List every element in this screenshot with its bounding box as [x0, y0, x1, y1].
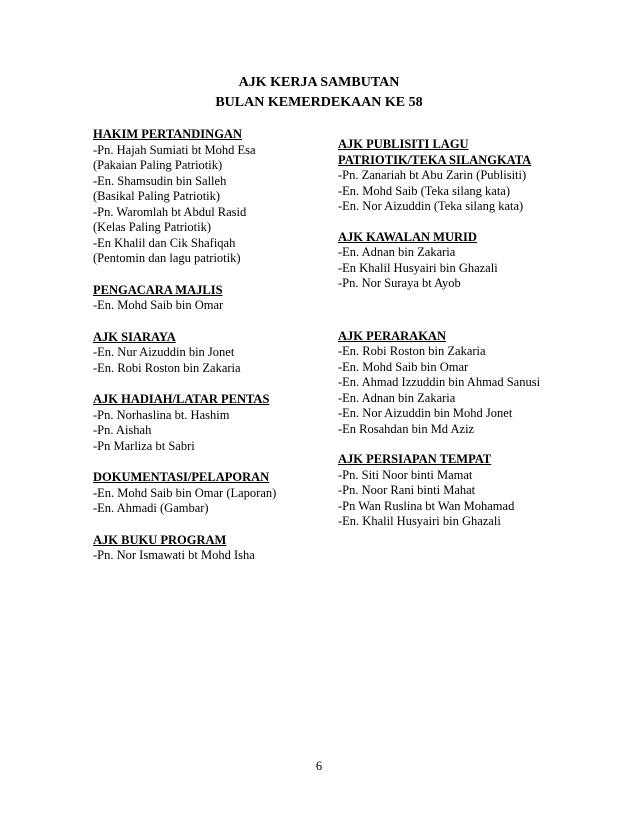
list-item: -Pn Marliza bt Sabri	[93, 438, 195, 453]
list-item: -Pn. Siti Noor binti Mamat	[338, 467, 473, 482]
list-item: -En. Khalil Husyairi bin Ghazali	[338, 514, 501, 528]
section-ajk-siaraya	[93, 330, 333, 377]
section-persiapan-tempat	[338, 452, 608, 530]
section-heading: AJK PERARAKAN	[338, 328, 446, 343]
section-publisiti	[338, 137, 608, 215]
list-item: -Pn. Waromlah bt Abdul Rasid	[93, 204, 247, 219]
list-item: -En. Robi Roston bin Zakaria	[338, 344, 486, 358]
section-heading: AJK KAWALAN MURID	[338, 229, 477, 244]
list-item: -En. Mohd Saib bin Omar	[338, 359, 469, 374]
section-heading: AJK HADIAH/LATAR PENTAS	[93, 392, 270, 406]
title-line-2: BULAN KEMERDEKAAN KE 58	[215, 95, 423, 110]
list-item: -En. Adnan bin Zakaria	[338, 390, 456, 405]
section-heading: DOKUMENTASI/PELAPORAN	[93, 470, 270, 484]
list-item: -En. Mohd Saib bin Omar (Laporan)	[93, 485, 277, 500]
list-item: -En. Nur Aizuddin bin Jonet	[93, 345, 235, 359]
list-item: -En Khalil Husyairi bin Ghazali	[338, 260, 498, 275]
list-item: -En. Nor Aizuddin (Teka silang kata)	[338, 199, 524, 213]
spacer	[338, 307, 608, 329]
page-title	[0, 73, 638, 113]
list-item: -En Khalil dan Cik Shafiqah	[93, 235, 236, 250]
section-hakim-pertandingan	[93, 127, 333, 267]
list-item: -En. Ahmad Izzuddin bin Ahmad Sanusi	[338, 375, 541, 389]
section-perarakan	[338, 329, 608, 438]
section-ajk-hadiah	[93, 392, 333, 454]
list-item: -Pn. Nor Ismawati bt Mohd Isha	[93, 548, 255, 562]
section-heading: AJK SIARAYA	[93, 329, 176, 344]
title-line-1: AJK KERJA SAMBUTAN	[238, 75, 400, 90]
list-item: (Basikal Paling Patriotik)	[93, 189, 221, 203]
section-heading: AJK PERSIAPAN TEMPAT	[338, 452, 492, 466]
list-item: -Pn. Aishah	[93, 423, 152, 437]
section-dokumentasi	[93, 470, 333, 517]
list-item: -Pn. Hajah Sumiati bt Mohd Esa	[93, 142, 256, 157]
section-pengacara-majlis	[93, 283, 333, 314]
list-item: -Pn Wan Ruslina bt Wan Mohamad	[338, 498, 515, 513]
list-item: -En. Shamsudin bin Salleh	[93, 173, 227, 188]
page-number: 6	[315, 759, 323, 773]
section-kawalan-murid	[338, 230, 608, 292]
list-item: (Kelas Paling Patriotik)	[93, 220, 212, 234]
section-heading: PENGACARA MAJLIS	[93, 282, 223, 297]
list-item: -Pn. Zanariah bt Abu Zarin (Publisiti)	[338, 168, 527, 182]
list-item: -Pn. Nor Suraya bt Ayob	[338, 276, 461, 290]
list-item: -En. Ahmadi (Gambar)	[93, 501, 209, 515]
list-item: -En. Robi Roston bin Zakaria	[93, 360, 241, 375]
list-item: -Pn. Noor Rani binti Mahat	[338, 483, 476, 497]
section-buku-program	[93, 533, 333, 564]
list-item: (Pentomin dan lagu patriotik)	[93, 251, 241, 265]
right-column	[338, 137, 608, 545]
section-heading: AJK BUKU PROGRAM	[93, 532, 227, 547]
list-item: (Pakaian Paling Patriotik)	[93, 158, 223, 172]
list-item: -En Rosahdan bin Md Aziz	[338, 421, 475, 436]
list-item: -En. Adnan bin Zakaria	[338, 245, 456, 259]
section-heading: AJK PUBLISITI LAGU	[338, 137, 469, 151]
left-column	[93, 127, 333, 580]
list-item: -En. Mohd Saib (Teka silang kata)	[338, 183, 510, 198]
section-heading-line-2: PATRIOTIK/TEKA SILANGKATA	[338, 152, 532, 167]
section-heading: HAKIM PERTANDINGAN	[93, 127, 242, 141]
list-item: -En. Nor Aizuddin bin Mohd Jonet	[338, 406, 513, 420]
list-item: -Pn. Norhaslina bt. Hashim	[93, 407, 230, 422]
list-item: -En. Mohd Saib bin Omar	[93, 298, 224, 312]
